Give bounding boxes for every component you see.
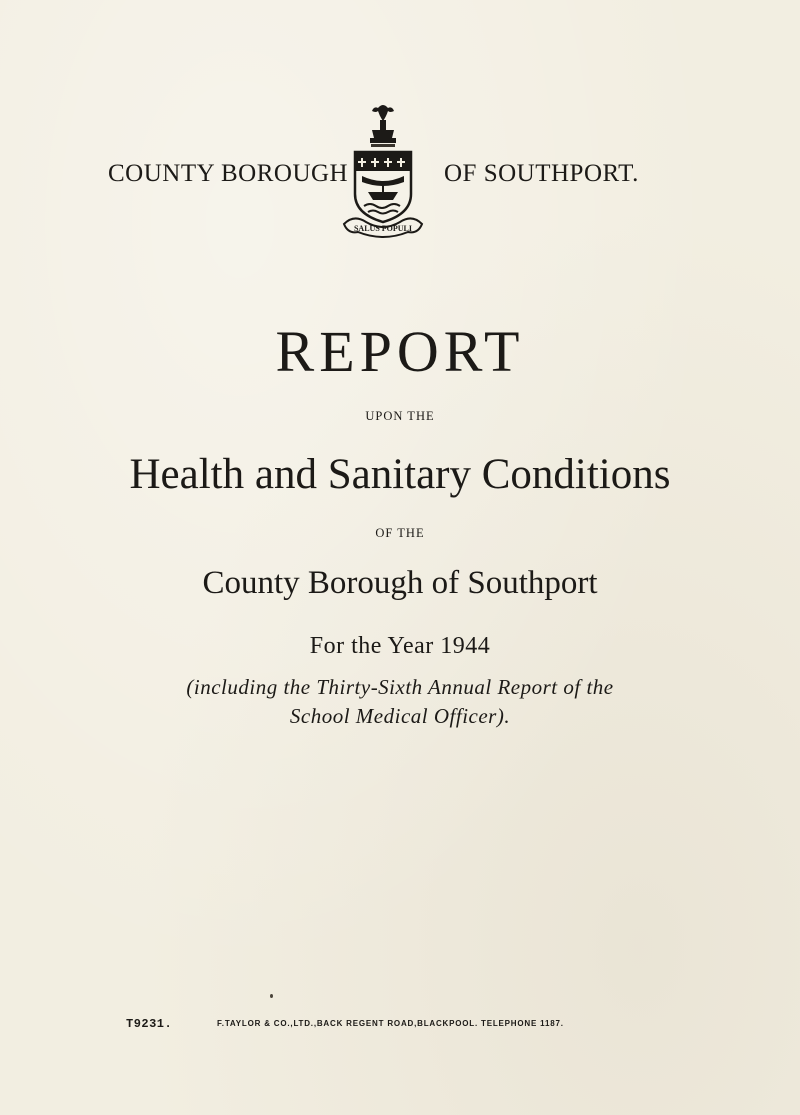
including-line-1: (including the Thirty-Sixth Annual Report of the [186,675,614,699]
report-title: REPORT [275,319,525,384]
crest-motto: SALUS POPULI [353,224,413,233]
report-year: For the Year 1944 [309,633,491,659]
upon-the-label: UPON THE [365,409,435,423]
report-subject: Health and Sanitary Conditions [129,451,671,498]
of-the-label: OF THE [375,526,425,540]
printer-imprint: F.TAYLOR & CO.,LTD.,BACK REGENT ROAD,BLACKPOOL. TELEPHONE 1187. [217,1019,564,1028]
ink-speck [270,994,273,998]
header-of-southport: OF SOUTHPORT. [444,160,639,187]
header-county-borough: COUNTY BOROUGH [108,160,349,187]
borough-name: County Borough of Southport [202,565,598,601]
coat-of-arms-icon [340,100,426,245]
including-line-2: School Medical Officer). [289,704,511,728]
document-number: T9231. [126,1017,173,1031]
